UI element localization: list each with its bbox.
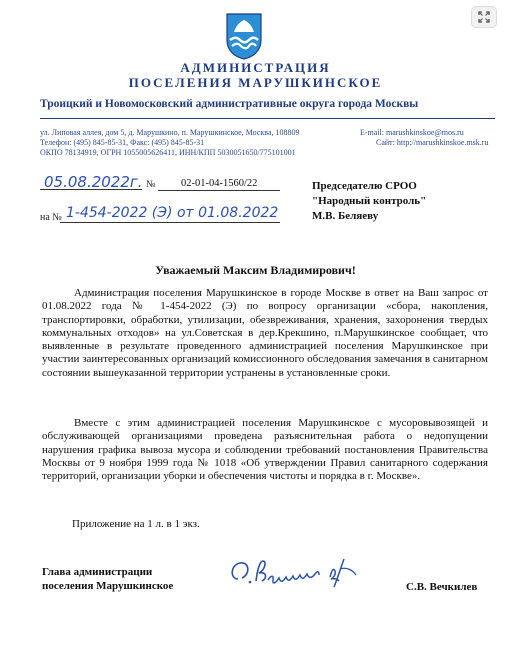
- handwritten-date: 05.08.2022г.: [44, 173, 143, 191]
- paragraph-1: Администрация поселения Марушкинское в городе Москве в ответ на Ваш запрос от 01.08.2022 года № 1-454-2022 (Э) по вопросу организации «сбора, накопления, транспортировки, обработки, утилизации, обезвреживания, хранения, захоронения твердых коммунальных отходов» на ул.Советская в дер.Крекшино, п.Марушкинское сообщает, что выявленные в результате проведенного администрацией поселения Марушкинское при участии заинтересованных организаций комиссионного обследования замечания в санитарном состоянии вышеуказанной территории устранены в установленные сроки.: [42, 287, 488, 379]
- reference-underline: [60, 222, 280, 223]
- expand-button[interactable]: [471, 6, 497, 28]
- org-name-line1: АДМИНИСТРАЦИЯ: [180, 60, 331, 75]
- outgoing-number: 02-01-04-1560/22: [181, 178, 258, 189]
- org-name-line2: ПОСЕЛЕНИЯ МАРУШКИНСКОЕ: [128, 75, 383, 90]
- coat-of-arms-icon: [225, 12, 263, 60]
- recipient-block: [312, 179, 426, 224]
- handwritten-signature: [226, 553, 366, 593]
- signatory-name: С.В. Вечкилев: [406, 581, 478, 593]
- attachment-note: Приложение на 1 л. в 1 экз.: [72, 518, 200, 530]
- paragraph-2: Вместе с этим администрацией поселения Марушкинское с мусоровывозящей и обслуживающей организациями проведена разъяснительная работа о недопущении нарушения графика вывоза мусора и соблюдении требований постановления Правительства Москвы от 9 ноября 1999 года № 1018 «Об утверждении Правил санитарного содержания территорий, организации уборки и обеспечения чистоты и порядка в г. Москве».: [42, 417, 488, 483]
- header-divider: [40, 118, 495, 119]
- address-text: ул. Липовая аллея, дом 5, д. Марушкино, п. Марушкинское, Москва, 108809: [40, 128, 300, 137]
- reference-label: на №: [40, 212, 62, 223]
- expand-icon: [478, 11, 490, 23]
- phone-fax-text: Телефон: (495) 845-85-31, Факс: (495) 845-85-31: [40, 138, 205, 147]
- handwritten-reference: 1-454-2022 (Э) от 01.08.2022: [66, 205, 279, 221]
- email-link[interactable]: E-mail: marushkinskoe@mos.ru: [360, 128, 464, 137]
- greeting: Уважаемый Максим Владимирович!: [155, 263, 356, 277]
- signatory-title: [42, 565, 173, 593]
- website-link[interactable]: Сайт: http://marushkinskoe.msk.ru: [376, 138, 489, 147]
- district-line: Троицкий и Новомосковский административные округа города Москвы: [40, 98, 419, 110]
- registry-codes-text: ОКПО 78134919, ОГРН 1055005626411, ИНН/КПП 5030051650/775101001: [40, 148, 296, 157]
- recipient-line1: Председателю СРОО: [312, 180, 417, 192]
- recipient-line3: М.В. Беляеву: [312, 210, 379, 222]
- signatory-title-line1: Глава администрации: [42, 566, 153, 578]
- number-label: №: [146, 179, 156, 190]
- signatory-title-line2: поселения Марушкинское: [42, 580, 174, 592]
- number-underline: [158, 190, 280, 191]
- recipient-line2: "Народный контроль": [312, 195, 427, 207]
- date-underline: [40, 189, 142, 190]
